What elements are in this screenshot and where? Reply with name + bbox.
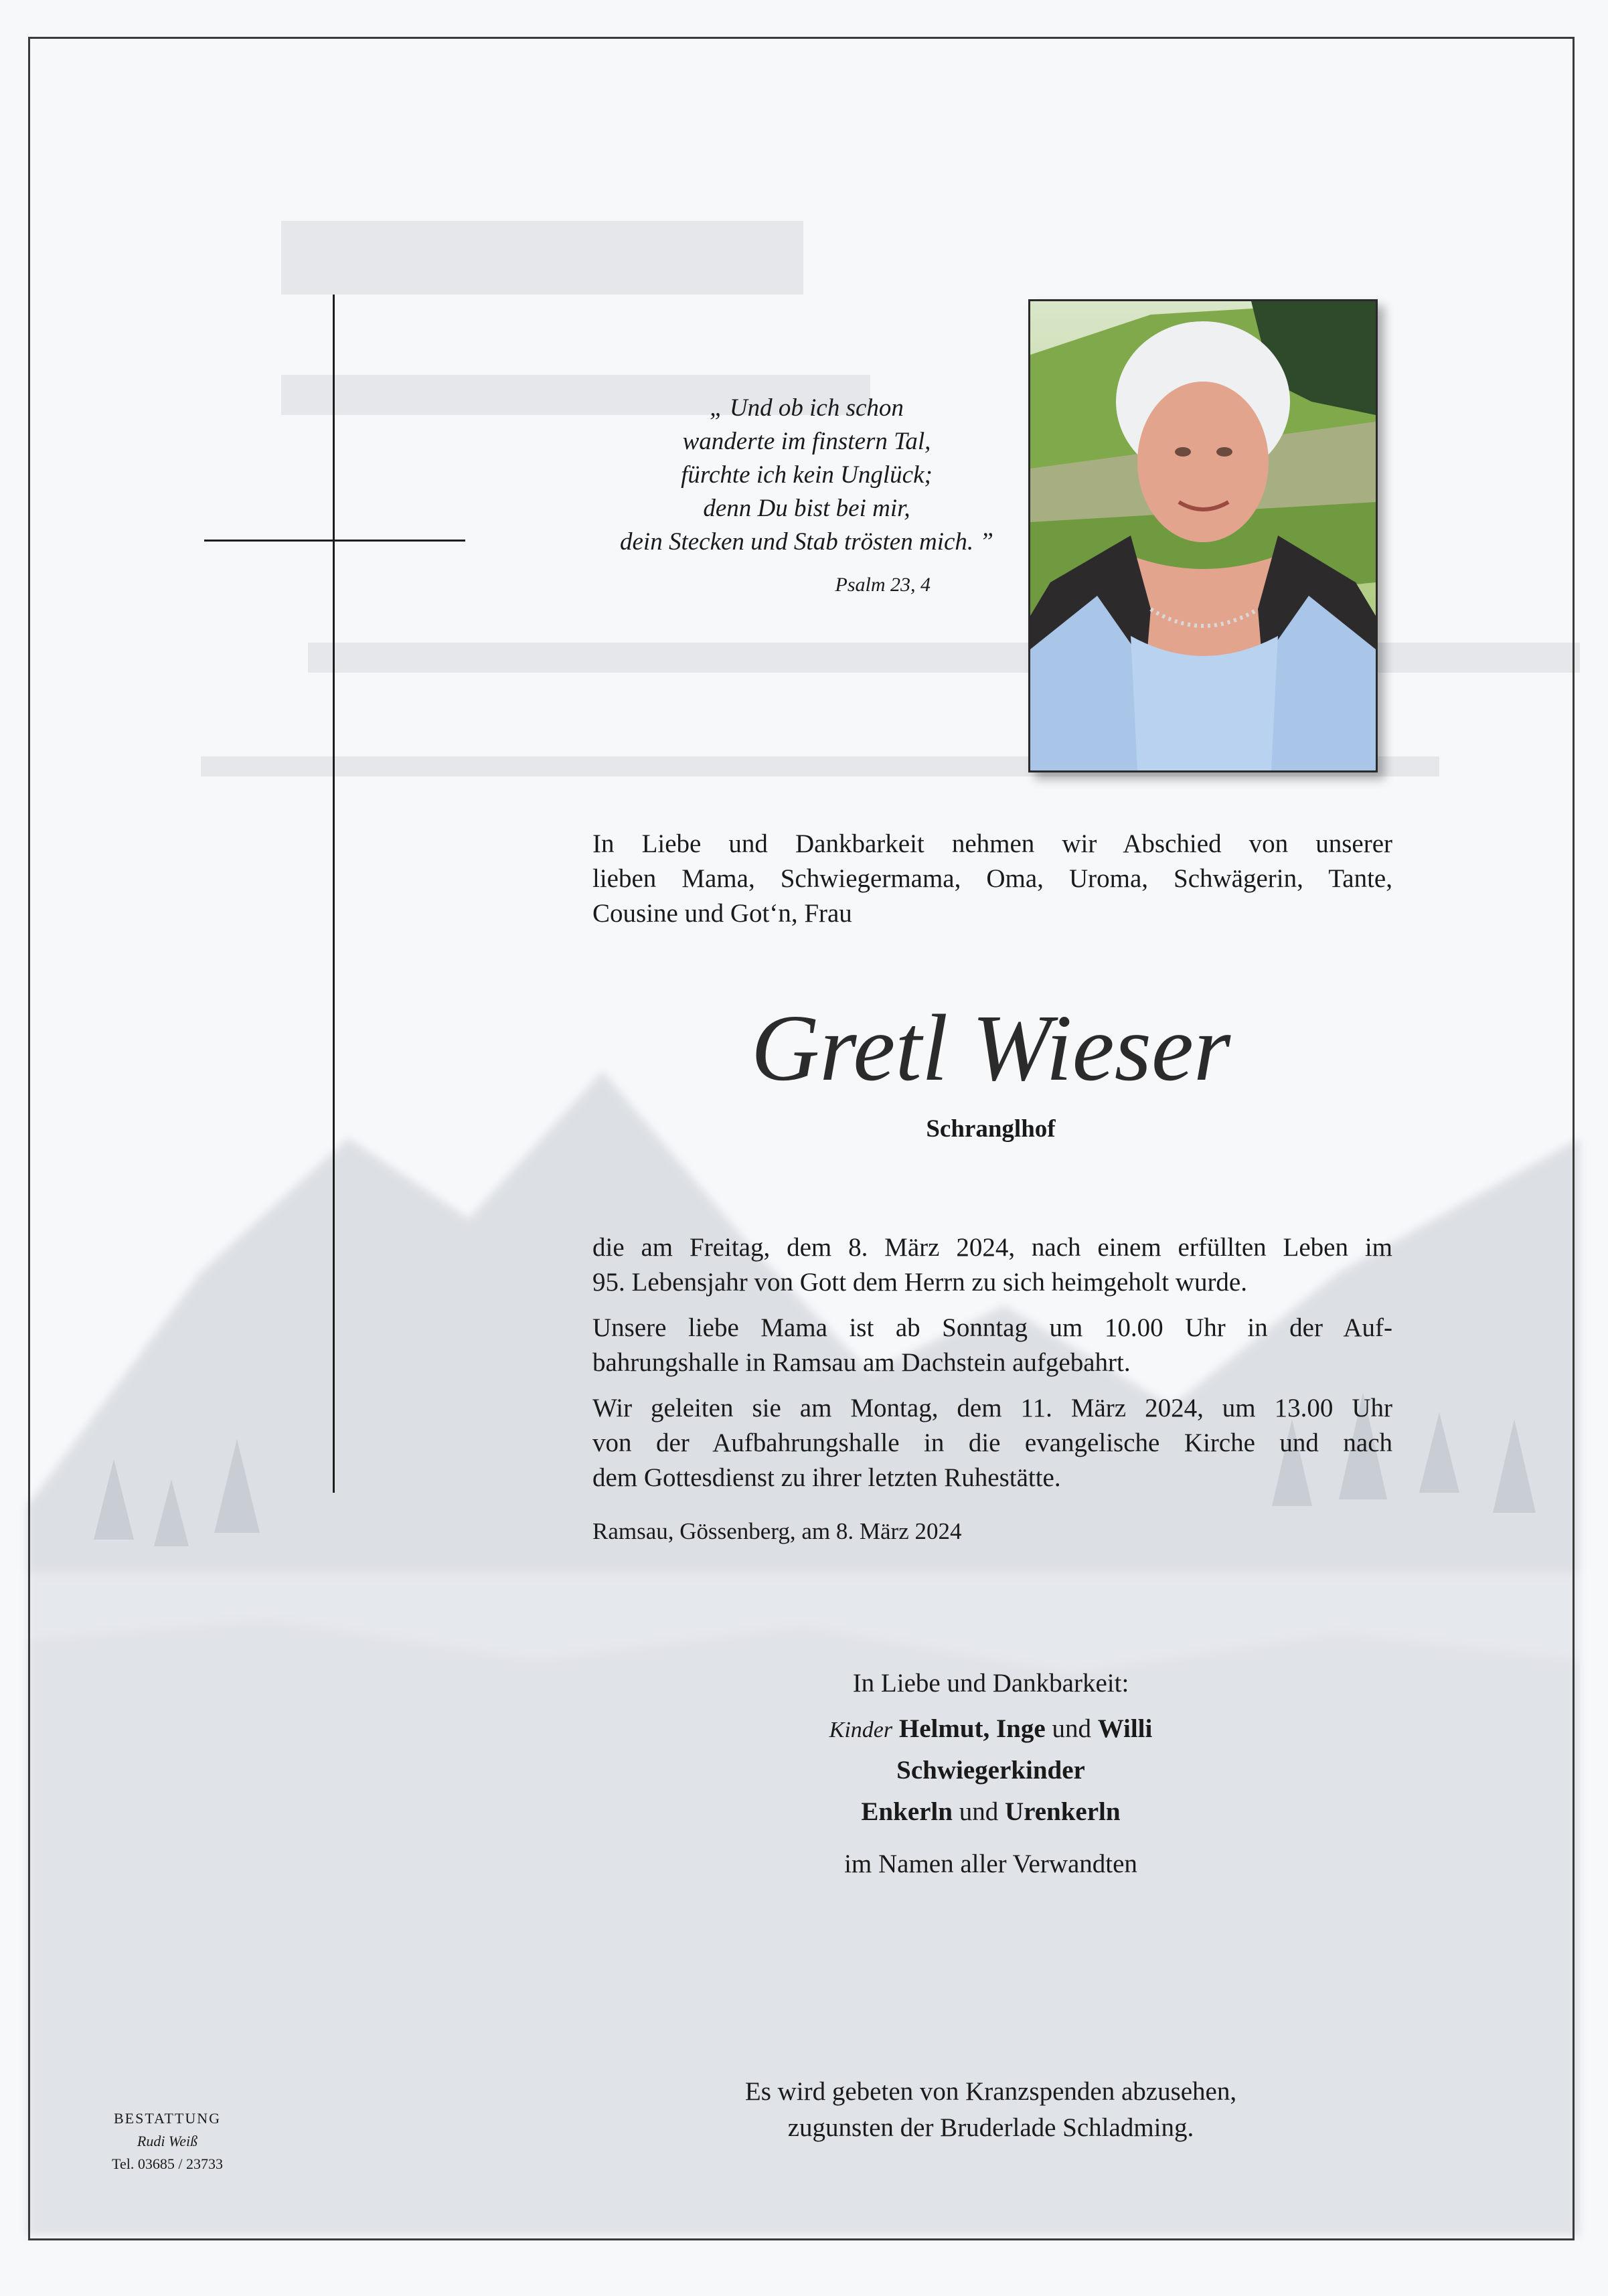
body-line: die am Freitag, dem 8. März 2024, nach einem erfüllten Leben im	[592, 1233, 1392, 1262]
undertaker-phone: Tel. 03685 / 23733	[112, 2155, 223, 2172]
in-laws: Schwiegerkinder	[896, 1756, 1085, 1785]
quote-source: Psalm 23, 4	[835, 574, 931, 596]
paragraph-funeral	[592, 1391, 1392, 1495]
farm-name: Schranglhof	[926, 1115, 1056, 1143]
note-line: zugunsten der Bruderlade Schladming.	[787, 2113, 1194, 2142]
undertaker-name: Rudi Weiß	[137, 2133, 198, 2149]
paragraph-death	[592, 1230, 1392, 1300]
quote-line: denn Du bist bei mir,	[703, 495, 910, 522]
intro-line: Cousine und Got‘n, Frau	[592, 899, 852, 928]
children-last: Willi	[1097, 1714, 1153, 1743]
deceased-name: Gretl Wieser	[750, 995, 1231, 1100]
intro-line: lieben Mama, Schwiegermama, Oma, Uroma, Schwägerin, Tante,	[592, 864, 1392, 893]
intro-text	[592, 827, 1392, 931]
body-line: Wir geleiten sie am Montag, dem 11. März 2024, um 13.00 Uhr	[592, 1394, 1392, 1422]
cross-vertical-beam	[333, 295, 335, 1493]
quote-line: fürchte ich kein Unglück;	[681, 461, 933, 489]
announcement-body	[592, 1230, 1392, 1549]
signature-in-laws	[683, 1755, 1299, 1785]
bible-quote	[576, 392, 1038, 559]
children-prefix: Kinder	[829, 1718, 893, 1742]
cross-horizontal-beam	[204, 540, 465, 542]
quote-line: „ Und ob ich schon	[710, 394, 904, 422]
portrait-photo	[1028, 299, 1378, 772]
signature-heading: In Liebe und Dankbarkeit:	[852, 1669, 1129, 1698]
quote-line: wanderte im finstern Tal,	[682, 428, 931, 455]
great-grandchildren: Urenkerln	[1004, 1797, 1121, 1826]
intro-line: In Liebe und Dankbarkeit nehmen wir Abschied von unserer	[592, 829, 1392, 858]
signature-grandchildren	[683, 1797, 1299, 1827]
grandchildren: Enkerln	[861, 1797, 953, 1826]
grandchildren-and: und	[959, 1797, 999, 1826]
signature-children	[683, 1714, 1299, 1744]
note-line: Es wird gebeten von Kranzspenden abzusehen,	[744, 2077, 1237, 2106]
body-line: Unsere liebe Mama ist ab Sonntag um 10.00 Uhr in der Auf-	[592, 1313, 1392, 1342]
body-line: 95. Lebensjahr von Gott dem Herrn zu sich heimgeholt wurde.	[592, 1268, 1247, 1297]
donation-note	[643, 2074, 1339, 2146]
place-and-date: Ramsau, Gössenberg, am 8. März 2024	[592, 1518, 962, 1544]
body-line: bahrungshalle in Ramsau am Dachstein aufgebahrt.	[592, 1348, 1131, 1377]
body-line: von der Aufbahrungshalle in die evangelische Kirche und nach	[592, 1428, 1392, 1457]
signature-closing: im Namen aller Verwandten	[844, 1850, 1137, 1878]
body-line: dem Gottesdienst zu ihrer letzten Ruhestätte.	[592, 1463, 1061, 1492]
quote-line: dein Stecken und Stab trösten mich. ”	[620, 528, 993, 556]
undertaker-imprint	[80, 2107, 254, 2176]
undertaker-title: BESTATTUNG	[113, 2110, 221, 2127]
paragraph-viewing	[592, 1311, 1392, 1380]
children-and: und	[1052, 1714, 1091, 1743]
children-names: Helmut, Inge	[898, 1714, 1046, 1743]
